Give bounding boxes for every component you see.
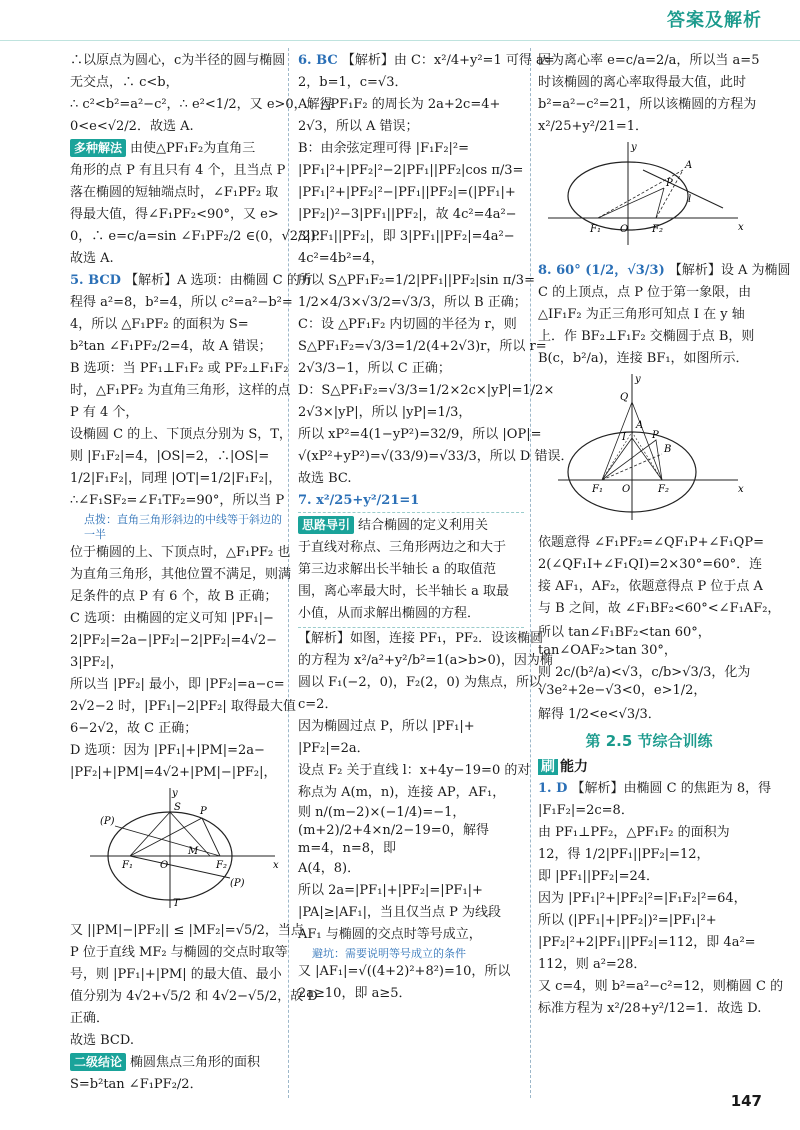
text-line: 角形的点 P 有且只有 4 个，且当点 P [70,163,286,178]
text-span: 【解析】设 A 为椭圆 [668,263,791,278]
text-span: 结合椭圆的定义利用关 [358,518,489,533]
column-3 [538,50,791,1020]
text-line: A：△PF₁F₂ 的周长为 2a+2c=4+ [298,97,501,112]
svg-text:M: M [188,846,199,857]
text-line: P 位于直线 MF₂ 与椭圆的交点时取等 [70,945,288,960]
text-line [70,138,282,160]
text-line: ∴ c²<b²=a²−c²，∴ e²<1/2，又 e>0，解得 [70,97,333,112]
text-line: A(4，8)． [298,861,361,876]
page-number: 147 [730,1092,762,1110]
text-line: 2√2−2 时，|PF₁|−2|PF₂| 取得最大值 [70,699,296,714]
svg-text:P: P [652,430,659,441]
text-line: |PF₂|+|PM|=4√2+|PM|−|PF₂|， [70,765,277,780]
text-line: 因为椭圆过点 P，所以 |PF₁|+ [298,719,475,734]
text-line: 的方程为 x²/a²+y²/b²=1(a>b>0)，因为椭 [298,653,553,668]
text-line: 解得 1/2<e<√3/3． [538,707,661,722]
text-line: 小值，从而求解出椭圆的方程． [298,606,481,621]
text-line: 0<e<√2/2．故选 A. [70,119,194,134]
text-line: 所以当 |PF₂| 最小，即 |PF₂|=a−c= [70,677,285,692]
text-line: 值分别为 4√2+√5/2 和 4√2−√5/2，故 D [70,989,318,1004]
text-line: 2√3/3−1，所以 C 正确； [298,361,451,376]
svg-text:F₁: F₁ [122,860,133,871]
text-line: P 有 4 个， [70,405,139,420]
text-line: 故选 A. [70,251,114,266]
text-line: 号，则 |PF₁|+|PM| 的最大值、最小 [70,967,282,982]
svg-text:y: y [631,142,637,153]
text-line [70,270,313,292]
ellipse-figure-q8 [538,372,760,530]
text-line: 称点为 A(m，n)，连接 AP，AF₁， [298,785,506,800]
section-title: 第 2.5 节综合训练 [585,732,713,750]
text-line: |PA|≥|AF₁|，当且仅当点 P 为线段 [298,905,501,920]
text-line: 位于椭圆的上、下顶点时，△F₁PF₂ 也 [70,545,291,560]
text-line: 2a≥10，即 a≥5． [298,986,412,1001]
text-line: 3|PF₂|， [70,655,124,670]
svg-text:Q: Q [620,392,629,403]
text-line: S=b²tan ∠F₁PF₂/2． [70,1077,203,1092]
svg-text:F₂: F₂ [658,484,669,495]
header-rule [0,40,800,41]
question-number: 1. D [538,781,568,796]
text-line: |PF₂|=2a． [298,741,370,756]
text-line: |PF₂|)²−3|PF₁||PF₂|，故 4c²=4a²− [298,207,517,222]
text-line: 足条件的点 P 有 6 个，故 B 正确； [70,589,278,604]
svg-text:x: x [738,222,744,233]
text-line: 程得 a²=8，b²=4，所以 c²=a²−b²= [70,295,293,310]
svg-text:B: B [664,444,672,455]
svg-text:y: y [635,374,641,385]
text-line: B 选项：当 PF₁⊥F₁F₂ 或 PF₂⊥F₁F₂ [70,361,289,376]
text-line: 标准方程为 x²/28+y²/12=1．故选 D. [538,1001,762,1016]
text-line: 时，△F₁PF₂ 为直角三角形，这样的点 [70,383,291,398]
text-line: 2(∠QF₁I+∠F₁QI)=2×30°=60°．连 [538,557,763,572]
text-span: 由使△PF₁F₂为直角三 [130,141,256,156]
text-line: 为直角三角形，其他位置不满足，则满 [70,567,292,582]
question-number: 6. BC [298,53,338,68]
question-number: 5. BCD [70,273,121,288]
text-line: 得最大值，得∠F₁PF₂<90°，又 e> [70,207,279,222]
text-line: 2，b=1，c=√3． [298,75,408,90]
svg-text:I: I [622,432,626,443]
header-title: 答案及解析 [667,10,762,31]
ellipse-diagram [70,786,282,910]
text-line: 接 AF₁，AF₂，依题意得点 P 位于点 A [538,579,763,594]
text-span: 能力 [560,759,588,775]
ellipse-diagram [538,140,760,250]
svg-text:T: T [173,898,180,909]
tip-note: 点拨：直角三角形斜边的中线等于斜边的一半 [84,513,282,541]
svg-text:O: O [622,484,631,495]
svg-text:A: A [636,420,644,431]
svg-text:O: O [620,224,629,235]
text-line: 1/2×4/3×√3/2=√3/3，所以 B 正确； [298,295,527,310]
text-line: 又 ||PM|−|PF₂|| ≤ |MF₂|=√5/2，当点 [70,923,304,938]
question-answer: 7. x²/25+y²/21=1 [298,493,420,508]
text-line: |F₁F₂|=2c=8． [538,803,634,818]
pitfall-note: 避坑：需要说明等号成立的条件 [312,947,466,960]
text-line: 因为离心率 e=c/a=2/a，所以当 a=5 [538,53,760,68]
text-line [298,50,555,72]
text-span: 椭圆焦点三角形的面积 [130,1055,261,1070]
text-line: B(c，b²/a)，连接 BF₁，如图所示． [538,351,749,366]
text-line: D 选项：因为 |PF₁|+|PM|=2a− [70,743,265,758]
text-line: √(xP²+yP²)=√(33/9)=√33/3，所以 D 错误． [298,449,574,464]
svg-text:F₁: F₁ [590,224,601,235]
text-line: S△PF₁F₂=√3/3=1/2(4+2√3)r，所以 r= [298,339,547,354]
svg-text:x: x [273,860,279,871]
text-line: 所以 (|PF₁|+|PF₂|)²=|PF₁|²+ [538,913,717,928]
text-line: |PF₁|²+|PF₂|²−2|PF₁||PF₂|cos π/3= [298,163,524,178]
svg-text:P: P [666,178,673,189]
text-line [298,515,524,537]
text-line: 【解析】如图，连接 PF₁，PF₂．设该椭圆 [298,631,544,646]
svg-text:F₁: F₁ [592,484,603,495]
text-line: 上．作 BF₂⊥F₁F₂ 交椭圆于点 B，则 [538,329,755,344]
svg-text:P: P [200,806,207,817]
text-line: |PF₂|²+2|PF₁||PF₂|=112，即 4a²= [538,935,756,950]
text-line: b²=a²−c²=21，所以该椭圆的方程为 [538,97,757,112]
text-line: 又 c=4，则 b²=a²−c²=12，则椭圆 C 的 [538,979,784,994]
text-line: 与 B 之间，故 ∠F₁BF₂<60°<∠F₁AF₂， [538,601,781,616]
text-line: 4，所以 △F₁PF₂ 的面积为 S= [70,317,249,332]
conclusion-tag: 二级结论 [70,1053,126,1071]
svg-text:F₂: F₂ [216,860,227,871]
svg-text:x: x [738,484,744,495]
svg-text:y: y [172,788,178,799]
text-line: 12，得 1/2|PF₁||PF₂|=12， [538,847,710,862]
text-line: 则 n/(m−2)×(−1/4)=−1，(m+2)/2+4×n/2−19=0，解得 m=4，n=8，即 [298,805,489,856]
text-line: 设椭圆 C 的上、下顶点分别为 S，T， [70,427,292,442]
text-line: ∴以原点为圆心，c为半径的圆与椭圆 [70,53,286,68]
text-line: 6−2√2，故 C 正确； [70,721,198,736]
text-line: x²/25+y²/21=1． [538,119,648,134]
text-span: 【解析】由椭圆 C 的焦距为 8，得 [571,781,772,796]
text-line: 则 |F₁F₂|=4，|OS|=2，∴|OS|= [70,449,270,464]
text-line: 所以 2a=|PF₁|+|PF₂|=|PF₁|+ [298,883,483,898]
text-line: C：设 △PF₁F₂ 内切圆的半径为 r，则 [298,317,517,332]
text-line: B：由余弦定理可得 |F₁F₂|²= [298,141,470,156]
text-line: 时该椭圆的离心率取得最大值，此时 [538,75,747,90]
text-line: 1/2|F₁F₂|，同理 |OT|=1/2|F₁F₂|， [70,471,282,486]
guide-box [298,512,524,628]
column-divider [530,48,531,1098]
text-line: 4c²=4b²=4， [298,251,384,266]
text-line: 第三边求解出长半轴长 a 的取值范 [298,562,497,577]
text-line: D：S△PF₁F₂=√3/3=1/2×2c×|yP|=1/2× [298,383,555,398]
text-line: C 的上顶点，点 P 位于第一象限，由 [538,285,752,300]
text-line: 所以 xP²=4(1−yP²)=32/9，所以 |OP|= [298,427,542,442]
text-line: 2√3，所以 A 错误； [298,119,419,134]
text-line: 无交点，∴ c<b， [70,75,179,90]
text-line: c=2． [298,697,338,712]
text-line: 落在椭圆的短轴端点时，∠F₁PF₂ 取 [70,185,279,200]
guide-tag: 思路导引 [298,516,354,534]
ellipse-diagram [538,372,760,522]
text-line: 则 2c/(b²/a)<√3，c/b>√3/3，化为 √3e²+2e−√3<0，e>1/2， [538,665,751,698]
text-line: 即 |PF₁||PF₂|=24． [538,869,660,884]
text-line: 所以 S△PF₁F₂=1/2|PF₁||PF₂|sin π/3= [298,273,535,288]
text-span: 【解析】A 选项：由椭圆 C 的方 [125,273,313,288]
text-line: b²tan ∠F₁PF₂/2=4，故 A 错误； [70,339,272,354]
text-line: 于直线对称点、三角形两边之和大于 [298,540,507,555]
text-line: 由 PF₁⊥PF₂，△PF₁F₂ 的面积为 [538,825,730,840]
text-line: 设点 F₂ 关于直线 l：x+4y−19=0 的对 [298,763,531,778]
svg-text:l: l [688,194,692,205]
text-line: 因为 |PF₁|²+|PF₂|²=|F₁F₂|²=64， [538,891,747,906]
text-line: 0，∴ e=c/a=sin ∠F₁PF₂/2 ∈(0，√2/2)． [70,229,329,244]
text-line: 故选 BCD. [70,1033,134,1048]
text-line: AF₁ 与椭圆的交点时等号成立， [298,927,482,942]
text-line: 依题意得 ∠F₁PF₂=∠QF₁P+∠F₁QP= [538,535,764,550]
svg-text:S: S [174,802,181,813]
multi-method-tag: 多种解法 [70,139,126,157]
text-line: 圆以 F₁(−2，0)，F₂(2，0) 为焦点，所以 [298,675,542,690]
ellipse-figure-q7 [538,140,760,258]
text-line: 所以 tan∠F₁BF₂<tan 60°，tan∠OAF₂>tan 30°， [538,625,711,658]
svg-text:O: O [160,860,169,871]
text-span: 【解析】由 C：x²/4+y²=1 可得 a= [341,53,555,68]
text-line: |PF₁|²+|PF₂|²−|PF₁||PF₂|=(|PF₁|+ [298,185,516,200]
text-line: 2|PF₂|=2a−|PF₂|−2|PF₂|=4√2− [70,633,278,648]
text-line: △IF₁F₂ 为正三角形可知点 I 在 y 轴 [538,307,745,322]
text-line [538,778,772,800]
text-line [70,1052,282,1074]
text-line: ∴∠F₁SF₂=∠F₁TF₂=90°，所以当 P [70,493,285,508]
question-number: 8. 60° (1/2，√3/3) [538,263,665,278]
subsection-title [538,756,760,778]
text-line: 围，离心率最大时，长半轴长 a 取最 [298,584,510,599]
svg-text:(P): (P) [230,878,245,889]
text-line: 故选 BC. [298,471,352,486]
svg-text:A: A [685,160,693,171]
text-line [538,260,791,282]
svg-text:F₂: F₂ [652,224,663,235]
text-line: 3|PF₁||PF₂|，即 3|PF₁||PF₂|=4a²− [298,229,515,244]
text-line: 2√3×|yP|，所以 |yP|=1/3， [298,405,472,420]
svg-text:(P): (P) [100,816,115,827]
text-line: 112，则 a²=28． [538,957,647,972]
text-line: 正确． [70,1011,110,1026]
badge: 刷 [538,759,558,775]
text-line: 又 |AF₁|=√((4+2)²+8²)=10，所以 [298,964,511,979]
ellipse-figure-q5 [70,786,282,918]
text-line: C 选项：由椭圆的定义可知 |PF₁|− [70,611,274,626]
